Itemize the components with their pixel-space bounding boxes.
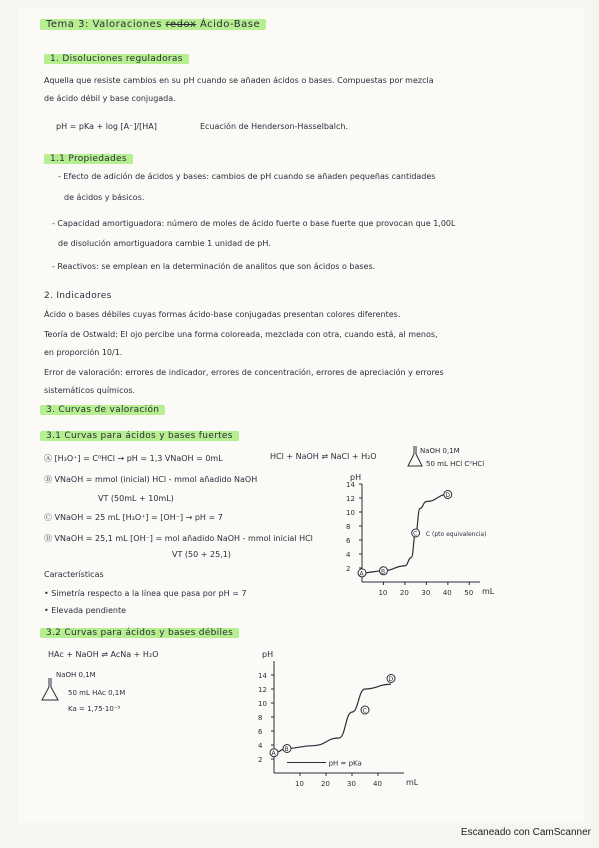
page-title: Tema 3: Valoraciones redox Ácido-Base xyxy=(40,20,266,30)
section-2-heading: 2. Indicadores xyxy=(44,291,112,301)
y-tick-label: 2 xyxy=(258,756,263,764)
s1-line1: Aquella que resiste cambios en su pH cuando se añaden ácidos o bases. Compuestas por mezcla xyxy=(44,76,434,85)
s2-line1: Ácido o bases débiles cuyas formas ácido-base conjugadas presentan colores diferentes. xyxy=(44,310,401,319)
characteristics-title: Características xyxy=(44,570,104,579)
henderson-name: Ecuación de Henderson-Hasselbalch. xyxy=(200,122,349,131)
x-tick-label: 30 xyxy=(421,589,431,597)
x-tick-label: 40 xyxy=(442,589,452,597)
weak-acid-titration-chart xyxy=(246,645,421,800)
henderson-equation: pH = pKa + log [A⁻]/[HA] xyxy=(56,122,157,131)
point-label-b: B xyxy=(284,746,289,753)
point-c-text: Ⓒ VNaOH = 25 mL [H₃O⁺] = [OH⁻] → pH = 7 xyxy=(44,513,223,522)
x-tick-label: 10 xyxy=(378,589,388,597)
point-label-a: A xyxy=(271,750,276,758)
section-3-heading: 3. Curvas de valoración xyxy=(40,405,165,415)
point-label-c: C xyxy=(413,530,418,538)
section-1-heading: 1. Disoluciones reguladoras xyxy=(44,54,189,64)
y-tick-label: 4 xyxy=(346,551,351,559)
y-tick-label: 2 xyxy=(346,565,351,573)
section-3-2-heading: 3.2 Curvas para ácidos y bases débiles xyxy=(40,628,239,638)
y-tick-label: 6 xyxy=(258,728,263,736)
s11-bullet1a: - Efecto de adición de ácidos y bases: cambios de pH cuando se añaden pequeñas cantidades xyxy=(58,172,436,181)
x-tick-label: 20 xyxy=(321,780,330,788)
point-label-c: C xyxy=(362,707,367,715)
point-b-text2: VT (50mL + 10mL) xyxy=(98,494,174,503)
point-label-d: D xyxy=(445,492,450,499)
strong-acid-titration-chart xyxy=(340,470,500,610)
y-tick-label: 14 xyxy=(258,672,267,680)
x-tick-label: 30 xyxy=(347,780,356,788)
point-d-text1: Ⓓ VNaOH = 25,1 mL [OH⁻] = mol añadido NaOH - mmol inicial HCl xyxy=(44,534,313,543)
x-tick-label: 20 xyxy=(399,589,409,597)
s11-bullet3: - Reactivos: se emplean en la determinación de analitos que son ácidos o bases. xyxy=(52,262,376,271)
y-tick-label: 6 xyxy=(346,537,351,545)
flask2-bottom: 50 mL HAc 0,1M xyxy=(68,689,126,697)
y-tick-label: 8 xyxy=(258,714,263,722)
flask-icon xyxy=(406,446,424,468)
titration-curve xyxy=(274,684,391,753)
flask-icon xyxy=(40,678,60,702)
point-d-text2: VT (50 + 25,1) xyxy=(172,550,231,559)
reaction-weak: HAc + NaOH ⇌ AcNa + H₂O xyxy=(48,650,159,659)
x-tick-label: 40 xyxy=(373,780,382,788)
equivalence-annotation: C (pto equivalencia) xyxy=(425,531,487,538)
s11-bullet2a: - Capacidad amortiguadora: número de moles de ácido fuerte o base fuerte que provocan que 1,00L xyxy=(52,219,456,228)
s11-bullet2b: de disolución amortiguadora cambie 1 unidad de pH. xyxy=(58,239,271,248)
point-label-a: A xyxy=(359,570,364,578)
section-1-1-heading: 1.1 Propiedades xyxy=(44,154,133,164)
scanner-watermark: Escaneado con CamScanner xyxy=(460,827,591,838)
y-tick-label: 12 xyxy=(346,495,355,503)
s11-bullet1b: de ácidos y básicos. xyxy=(64,193,145,202)
flask2-top: NaOH 0,1M xyxy=(56,671,96,679)
point-label-b: B xyxy=(380,568,386,576)
x-tick-label: 10 xyxy=(295,780,304,788)
x-tick-label: 50 xyxy=(464,589,474,597)
section-3-1-heading: 3.1 Curvas para ácidos y bases fuertes xyxy=(40,431,239,441)
y-tick-label: 12 xyxy=(258,686,267,694)
flask1-bottom: 50 mL HCl C⁰HCl xyxy=(426,460,485,468)
y-axis-label: pH xyxy=(262,650,274,659)
s2-line3: en proporción 10/1. xyxy=(44,348,123,357)
y-tick-label: 14 xyxy=(346,481,355,489)
s2-line2: Teoría de Ostwald: El ojo percibe una forma coloreada, mezclada con otra, cuando está, al menos, xyxy=(44,330,438,339)
point-label-d: D xyxy=(388,676,394,683)
point-b-text1: Ⓑ VNaOH = mmol (inicial) HCl - mmol añadido NaOH xyxy=(44,475,258,484)
characteristic-2: • Elevada pendiente xyxy=(44,606,127,615)
s2-line5: sistemáticos químicos. xyxy=(44,386,136,395)
y-tick-label: 8 xyxy=(346,523,351,531)
characteristic-1: • Simetría respecto a la línea que pasa por pH = 7 xyxy=(44,589,247,598)
y-tick-label: 10 xyxy=(346,509,355,517)
point-a-text: Ⓐ [H₃O⁺] = C⁰HCl → pH = 1,3 VNaOH = 0mL xyxy=(44,454,223,463)
pka-annotation: pH = pKa xyxy=(328,759,362,768)
y-tick-label: 4 xyxy=(258,742,263,750)
s2-line4: Error de valoración: errores de indicador, errores de concentración, errores de apreciación y errores xyxy=(44,368,444,377)
flask1-top: NaOH 0,1M xyxy=(420,447,460,455)
y-axis-label: pH xyxy=(350,473,362,482)
x-axis-label: mL xyxy=(406,778,419,787)
reaction-strong: HCl + NaOH ⇌ NaCl + H₂O xyxy=(270,452,377,461)
y-tick-label: 10 xyxy=(258,700,267,708)
ka-value: Ka = 1,75·10⁻⁵ xyxy=(68,705,121,713)
x-axis-label: mL xyxy=(482,587,495,596)
s1-line2: de ácido débil y base conjugada. xyxy=(44,94,176,103)
